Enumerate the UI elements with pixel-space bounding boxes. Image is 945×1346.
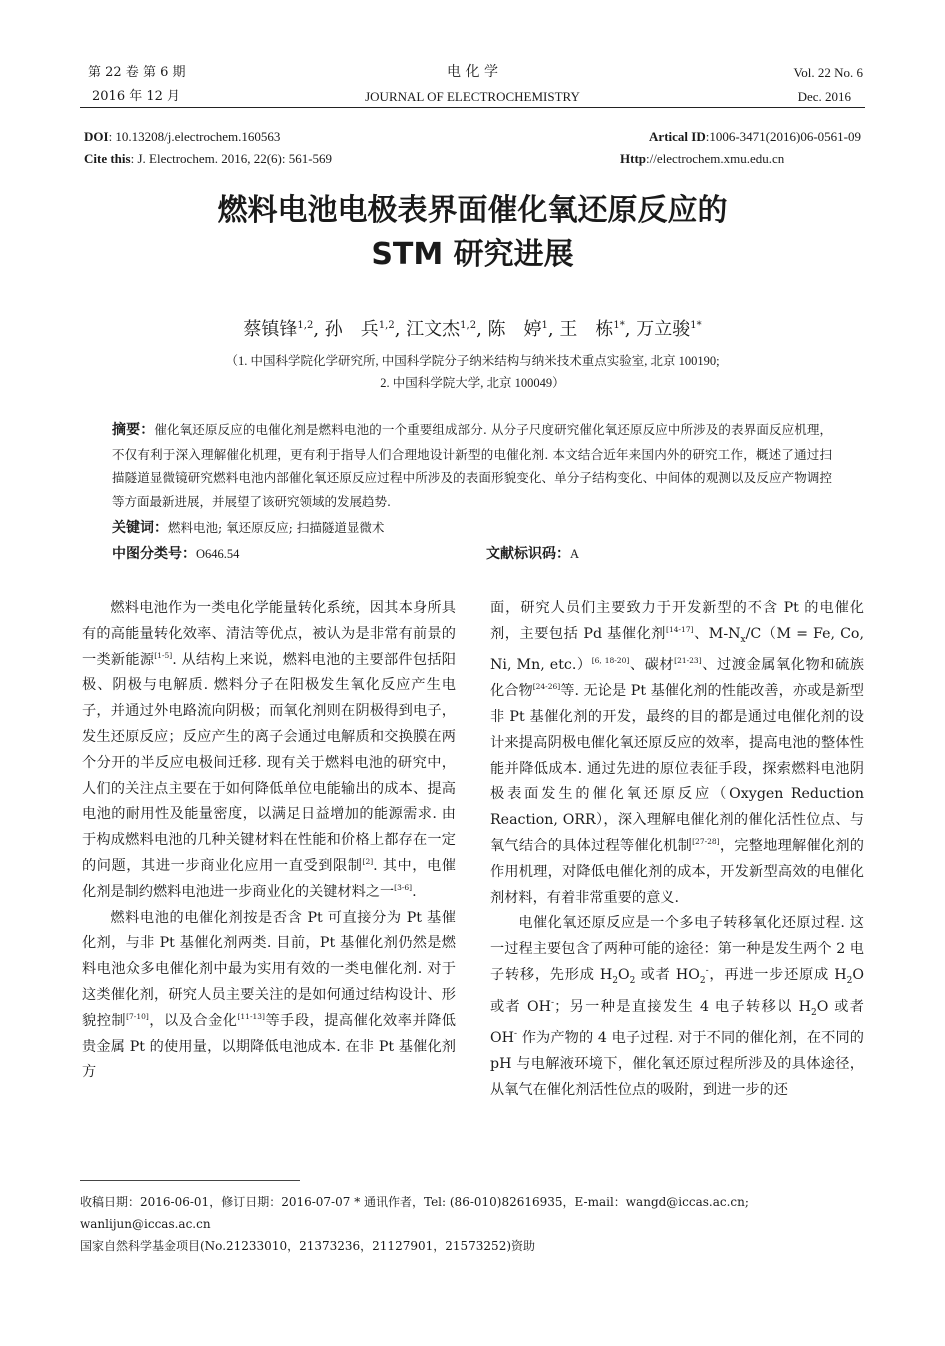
- cite-label: Cite this: [84, 151, 131, 166]
- author-name: 孙 兵: [324, 319, 379, 340]
- http-value[interactable]: ://electrochem.xmu.edu.cn: [646, 151, 785, 166]
- body-paragraph: 燃料电池作为一类电化学能量转化系统，因其本身所具有的高能量转化效率、清洁等优点，被认为是非常有前景的一类新能源[1-5]. 从结构上来说，燃料电池的主要部件包括阳极、阴极与电解质. 燃料分子在阳极发生氧化反应产生电子，并通过外电路流向阴极；而氧化剂则在阴极得到电子，发生还原反应；反应产生的离子会通过电解质和交换膜在两个分开的半反应电极间迁移. 现有关于燃料电池的研究中，人们的关注点主要在于如何降低单位电能输出的成本、提高电池的耐用性及能量密度，以满足日益增加的能源需求. 由于构成燃料电池的几种关键材料在性能和价格上都存在一定的问题，其进一步商业化应用一直受到限制[2]. 其中，电催化剂是制约燃料电池进一步商业化的关键材料之一[3-6].: [82, 600, 456, 900]
- header-date-en: Dec. 2016: [797, 89, 851, 104]
- footnote-funding: 国家自然科学基金项目(No.21233010，21373236，21127901，21573252)资助: [80, 1239, 536, 1253]
- citation-ref[interactable]: [6, 18-20]: [591, 656, 630, 666]
- body-left-column: [82, 596, 456, 1086]
- footnote-email[interactable]: wanlijun@iccas.ac.cn: [80, 1217, 211, 1231]
- cite-line: [84, 150, 332, 167]
- article-id-line: [649, 128, 861, 145]
- header-volume-issue: 第 22 卷 第 6 期: [88, 65, 186, 80]
- author-affil-sup: 1,2: [460, 320, 477, 331]
- header-rule: [80, 107, 865, 108]
- citation-ref[interactable]: [2]: [362, 856, 374, 866]
- footnote-rule: [80, 1180, 300, 1181]
- citation-ref[interactable]: [3-6]: [394, 882, 413, 892]
- abstract: [112, 418, 832, 513]
- abstract-text: 催化氧还原反应的电催化剂是燃料电池的一个重要组成部分. 从分子尺度研究催化氧还原反应中所涉及的表界面反应机理，不仅有利于深入理解催化机理，更有利于指导人们合理地设计新型的电催化剂. 本文结合近年来国内外的研究工作，概述了通过扫描隧道显微镜研究燃料电池内部催化氧还原反应过程中所涉及的表面形貌变化、单分子结构变化、中间体的观测以及反应产物调控等方面最新进展，并展望了该研究领域的发展趋势.: [112, 422, 832, 509]
- author-affil-sup: 1,2: [378, 320, 395, 331]
- author-list: 蔡镇锋$^{1,2}$, 孙 兵$^{1,2}$, 江文杰$^{1,2}$, 陈 婷$^1$, 王 栋$^{1*}$, 万立骏$^{1*}$: [243, 319, 702, 340]
- body-paragraph: 电催化氧还原反应是一个多电子转移氧化还原过程. 这一过程主要包含了两种可能的途径：第一种是发生两个 2 电子转移，先形成 $H_2O_2$ 或者 $HO_2^-$，再进一步还原成 $H_2O$ 或者 OH-；另一种是直接发生 4 电子转移以 $H_2O$ 或者 OH- 作为产物的 4 电子过程. 对于不同的催化剂，在不同的 pH 与电解液环境下，催化氧还原过程所涉及的具体途径，从氧气在催化剂活性位点的吸附，到进一步的还: [490, 915, 864, 1098]
- classification-row: [112, 544, 239, 564]
- doi-label: DOI: [84, 129, 109, 144]
- article-id-label: Artical ID: [649, 129, 706, 144]
- keywords-value: 燃料电池; 氧还原反应; 扫描隧道显微术: [168, 520, 385, 535]
- citation-ref[interactable]: [1-5]: [154, 650, 173, 660]
- header-date-cn: 2016 年 12 月: [92, 89, 181, 104]
- author-affil-sup: 1: [541, 320, 548, 331]
- citation-ref[interactable]: [21-23]: [674, 656, 702, 666]
- cite-value: : J. Electrochem. 2016, 22(6): 561-569: [130, 151, 333, 166]
- paper-title-line1: 燃料电池电极表界面催化氧还原反应的: [217, 193, 728, 228]
- http-line: [620, 150, 784, 167]
- http-label: Http: [620, 151, 646, 166]
- header-vol-no: Vol. 22 No. 6: [793, 65, 863, 80]
- citation-ref[interactable]: [11-13]: [237, 1011, 265, 1021]
- citation-ref[interactable]: [7-10]: [126, 1011, 149, 1021]
- document-code-label: 文献标识码：: [486, 546, 570, 562]
- citation-ref[interactable]: [27-28]: [692, 837, 720, 846]
- doi-line: [84, 128, 280, 145]
- body-paragraph: 面，研究人员们主要致力于开发新型的不含 Pt 的电催化剂，主要包括 Pd 基催化剂[14-17]、$M-N_x/C(M = Fe$, Co, Ni, Mn, etc.）[6, 18-20]、碳材[21-23]、过渡金属氧化物和硫族化合物[24-26]等. 无论是 Pt 基催化剂的性能改善，亦或是新型非 Pt 基催化剂的开发，最终的目的都是通过电催化剂的设计来提高阴极电催化氧还原反应的效率，提高电池的整体性能并降低成本. 通过先进的原位表征手段，探索燃料电池阴极表面发生的催化氧还原反应（Oxygen Reduction Reaction, ORR），深入理解电催化剂的催化活性位点、与氧气结合的具体过程等催化机制[27-28]，完整地理解催化剂的作用机理，对降低电催化剂的成本，开发新型高效的电催化剂材料，有着非常重要的意义.: [490, 600, 864, 906]
- affiliation-line2: 2. 中国科学院大学, 北京 100049）: [380, 376, 565, 390]
- author-name: 陈 婷: [487, 319, 542, 340]
- classification-value: O646.54: [196, 547, 240, 561]
- author-affil-sup: 1,2: [297, 320, 314, 331]
- affiliation-line1: （1. 中国科学院化学研究所, 中国科学院分子纳米结构与纳米技术重点实验室, 北京 100190;: [225, 354, 720, 368]
- classification-label: 中图分类号：: [112, 546, 196, 562]
- citation-ref[interactable]: [24-26]: [532, 682, 561, 692]
- body-paragraph: 燃料电池的电催化剂按是否含 Pt 可直接分为 Pt 基催化剂，与非 Pt 基催化剂两类. 目前，Pt 基催化剂仍然是燃料电池众多电催化剂中最为实用有效的一类电催化剂. 对于这类催化剂，研究人员主要关注的是如何通过结构设计、形貌控制[7-10]，以及合金化[11-13]等手段，提高催化效率并降低贵金属 Pt 的使用量，以期降低电池成本. 在非 Pt 基催化剂方: [82, 909, 456, 1081]
- header-journal-en: JOURNAL OF ELECTROCHEMISTRY: [365, 89, 580, 104]
- abstract-label: 摘要：: [112, 422, 155, 438]
- doi-value[interactable]: : 10.13208/j.electrochem.160563: [108, 129, 281, 144]
- citation-ref[interactable]: [14-17]: [666, 624, 694, 634]
- keywords-label: 关键词：: [112, 520, 168, 536]
- author-name: 万立骏: [636, 319, 691, 340]
- body-right-column: [490, 596, 864, 1104]
- author-affil-sup: 1*: [613, 320, 625, 331]
- document-code-value: A: [570, 547, 580, 561]
- header-journal-cn: 电 化 学: [447, 64, 498, 80]
- author-name: 王 栋: [559, 319, 614, 340]
- document-code-row: [486, 544, 579, 564]
- article-id-value: :1006-3471(2016)06-0561-09: [705, 129, 861, 144]
- paper-title-line2: STM 研究进展: [371, 237, 574, 272]
- keywords-row: [112, 518, 384, 538]
- footnote-dates-contact: 收稿日期：2016-06-01，修订日期：2016-07-07 * 通讯作者，Tel: (86-010)82616935，E-mail：wangd@iccas.ac.cn;: [80, 1195, 749, 1209]
- author-affil-sup: 1*: [690, 320, 702, 331]
- author-name: 蔡镇锋: [243, 319, 298, 340]
- author-name: 江文杰: [406, 319, 461, 340]
- abstract-paragraph: [112, 418, 832, 513]
